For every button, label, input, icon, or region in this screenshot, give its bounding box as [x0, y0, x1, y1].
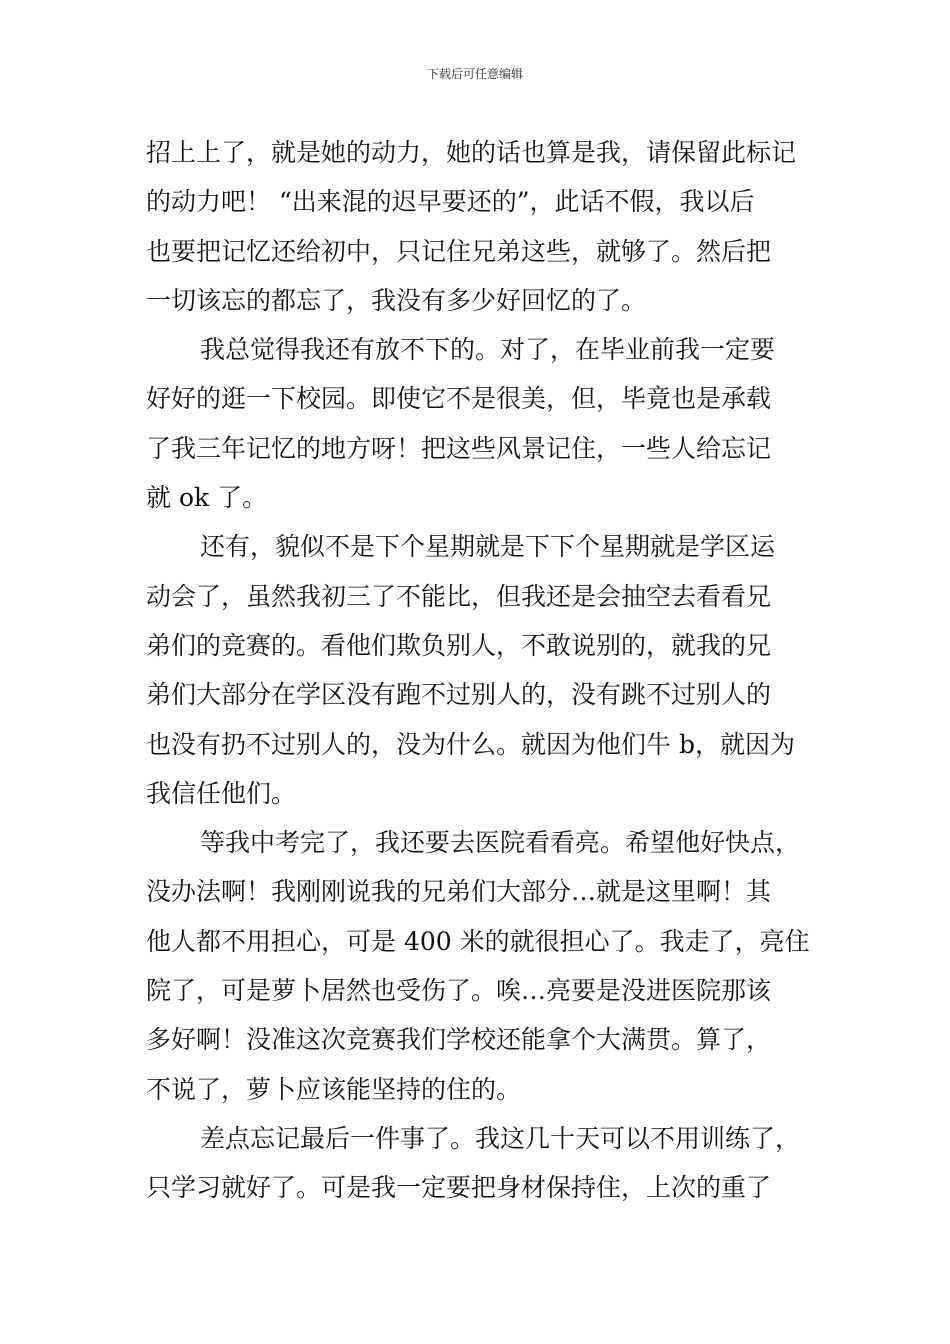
paragraph-first-line: 等我中考完了，我还要去医院看看亮。希望他好快点， [200, 828, 801, 858]
text-line: 也没有扔不过别人的，没为什么。就因为他们牛 b，就因为 [146, 729, 795, 759]
paragraph-first-line: 我总觉得我还有放不下的。对了，在毕业前我一定要 [200, 335, 776, 365]
text-line: 弟们大部分在学区没有跑不过别人的，没有跳不过别人的 [146, 680, 772, 710]
text-line: 只学习就好了。可是我一定要把身材保持住，上次的重了 [146, 1173, 772, 1203]
text-line: 我信任他们。 [146, 778, 297, 808]
text-line: 好好的逛一下校园。即使它不是很美，但，毕竟也是承载 [146, 384, 772, 414]
paragraph-first-line: 差点忘记最后一件事了。我这几十天可以不用训练了， [200, 1123, 801, 1153]
text-line: 动会了，虽然我初三了不能比，但我还是会抽空去看看兄 [146, 581, 772, 611]
text-line: 弟们的竞赛的。看他们欺负别人，不敢说别的，就我的兄 [146, 630, 772, 660]
text-line: 了我三年记忆的地方呀！把这些风景记住，一些人给忘记 [146, 433, 772, 463]
text-line: 一切该忘的都忘了，我没有多少好回忆的了。 [146, 285, 647, 315]
text-line: 院了，可是萝卜居然也受伤了。唉…亮要是没进医院那该 [146, 976, 772, 1006]
paragraph-first-line: 还有，貌似不是下个星期就是下下个星期就是学区运 [200, 532, 776, 562]
text-line: 不说了，萝卜应该能坚持的住的。 [146, 1074, 522, 1104]
text-line: 招上上了，就是她的动力，她的话也算是我，请保留此标记 [146, 138, 797, 167]
text-line: 他人都不用担心，可是 400 米的就很担心了。我走了，亮住 [146, 926, 810, 956]
text-line: 多好啊！没准这次竞赛我们学校还能拿个大满贯。算了， [146, 1025, 772, 1055]
document-body [146, 128, 836, 1213]
text-line: 没办法啊！我刚刚说我的兄弟们大部分…就是这里啊！其 [146, 877, 772, 907]
text-line: 就 ok 了。 [146, 483, 268, 513]
text-line: 也要把记忆还给初中，只记住兄弟这些，就够了。然后把 [146, 236, 772, 266]
text-line: 的动力吧！ “出来混的迟早要还的”，此话不假，我以后 [146, 187, 755, 217]
page-header: 下载后可任意编辑 [426, 67, 523, 81]
